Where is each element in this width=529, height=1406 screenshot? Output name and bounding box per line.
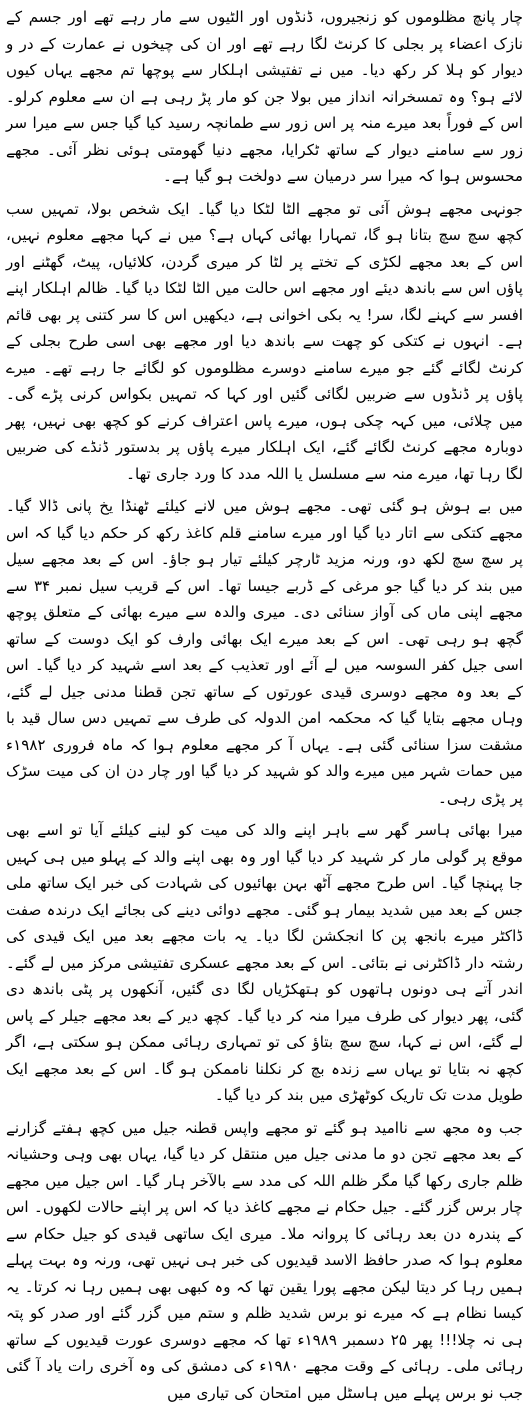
paragraph-4: میرا بھائی ہاسر گھر سے باہر اپنے والد کی میت کو لینے کیلئے آیا تو اسے بھی موقع پر گولی مار کر شہید کر دیا گیا اور وہ بھی اپنے والد کے پہلو میں ہی کہیں جا پہنچا گیا۔ اس طرح مجھے آٹھ بہن بھائیوں کی شہادت کی خبر ایک ساتھ ملی جس کے بعد میں شدید بیمار ہو گئی۔ مجھے دوائی دینے کی بجائے ایک درندہ صفت ڈاکٹر میرے بانجھ پن کا انجکشن لگا دیا۔ یہ بات مجھے بعد میں ایک قیدی کی رشتہ دار ڈاکٹرنی نے بتائی۔ اس کے بعد مجھے عسکری تفتیشی مرکز میں لے گئے۔ اندر آتے ہی دونوں ہاتھوں کو ہتھکڑیاں لگا دی گئیں، آنکھوں پر پٹی باندھ دی گئی، پھر دیوار کی طرف میرا منہ کر دیا گیا۔ کچھ دیر کے بعد مجھے جیلر کے پاس لے گئے، اس نے کہا، سچ سچ بتاؤ کی تو تمہاری رہائی ممکن ہو سکتی ہے، اگر کچھ نہ بتایا تو یہاں سے زندہ بچ کر نکلنا ناممکن ہو گا۔ اس کے بعد مجھے ایک طویل مدت تک تاریک کوٹھڑی میں بند کر دیا گیا۔ — [6, 817, 523, 1109]
paragraph-3: میں بے ہوش ہو گئی تھی۔ مجھے ہوش میں لانے کیلئے ٹھنڈا یخ پانی ڈالا گیا۔ مجھے کتکی سے اتار دیا گیا اور میرے سامنے قلم کاغذ رکھ کر حکم دیا گیا کہ اس پر سچ سچ لکھ دو، ورنہ مزید ٹارچر کیلئے تیار ہو جاؤ۔ اس کے بعد مجھے سیل میں بند کر دیا گیا جو مرغی کے ڈربے جیسا تھا۔ اس کے قریب سیل نمبر ۳۴ سے مجھے اپنی ماں کی آواز سنائی دی۔ میری والدہ سے میرے بھائی کے متعلق پوچھ گچھ ہو رہی تھی۔ اس کے بعد میرے ایک بھائی وارف کو ایک دوست کے ساتھ اسی جیل کفر السوسہ میں لے آئے اور تعذیب کے بعد اسے شہید کر دیا گیا۔ اس کے بعد وہ مجھے دوسری قیدی عورتوں کے ساتھ تجن قطنا مدنی جیل لے گئے، وہاں مجھے بتایا گیا کہ محکمہ امن الدولہ کی طرف سے تمہیں دس سال قید با مشقت سزا سنائی گئی ہے۔ یہاں آ کر مجھے معلوم ہوا کہ ماہ فروری ۱۹۸۲ء میں حمات شہر میں میرے والد کو شہید کر دیا گیا اور چار دن ان کی میت سڑک پر پڑی رہی۔ — [6, 493, 523, 811]
paragraph-1: چار پانچ مظلوموں کو زنجیروں، ڈنڈوں اور الٹیوں سے مار رہے تھے اور جسم کے نازک اعضاء پر بجلی کا کرنٹ لگا رہے تھے اور ان کی چیخوں نے عمارت کے در و دیوار کو ہلا کر رکھ دیا۔ میں نے تفتیشی اہلکار سے پوچھا تم مجھے یہاں کیوں لائے ہو؟ وہ تمسخرانہ انداز میں بولا جن کو مار پڑ رہی ہے ان سے معلوم کرلو۔ اس کے فوراً بعد میرے منہ پر اس زور سے طمانچہ رسید کیا گیا جس سے میرا سر زور سے سامنے دیوار کے ساتھ ٹکرایا، مجھے دنیا گھومتی ہوئی نظر آئی۔ مجھے محسوس ہوا کہ میرا سر درمیان سے دولخت ہو گیا ہے۔ — [6, 4, 523, 190]
paragraph-5: جب وہ مجھ سے ناامید ہو گئے تو مجھے واپس قطنہ جیل میں کچھ ہفتے گزارنے کے بعد مجھے تجن دو ما مدنی جیل میں منتقل کر دیا گیا، یہاں بھی وہی وحشیانہ ظلم جاری رکھا گیا مگر ظلم اللہ کی مدد سے بالآخر ہار گیا۔ اس جیل میں مجھے چار برس گزر گئے۔ جیل حکام نے مجھے کاغذ دیا کہ اس پر اپنے حالات لکھوں۔ اس کے پندرہ دن بعد رہائی کا پروانہ ملا۔ میری ایک ساتھی قیدی کو جیل حکام سے معلوم ہوا کہ صدر حافظ الاسد قیدیوں کی خبر ہی نہیں تھی، ورنہ وہ بہت پہلے ہمیں رہا کر دیتا لیکن مجھے پورا یقین تھا کہ وہ کبھی بھی ہمیں رہا نہ کرتا۔ یہ کیسا نظام ہے کہ میرے نو برس شدید ظلم و ستم میں گزر گئے اور صدر کو پتہ ہی نہ چلا!!! پھر ۲۵ دسمبر ۱۹۸۹ء تھا کہ مجھے دوسری عورت قیدیوں کے ساتھ رہائی ملی۔ رہائی کے وقت مجھے ۱۹۸۰ء کی دمشق کی وہ آخری رات یاد آ گئی جب نو برس پہلے میں ہاسٹل میں امتحان کی تیاری میں — [6, 1115, 523, 1406]
paragraph-2: جونہی مجھے ہوش آئی تو مجھے الٹا لٹکا دیا گیا۔ ایک شخص بولا، تمہیں سب کچھ سچ سچ بتانا ہو گا، تمہارا بھائی کہاں ہے؟ میں نے کہا مجھے معلوم نہیں، اس کے بعد مجھے لکڑی کے تختے پر لٹا کر میری گردن، کلائیاں، پیٹ، گھٹنے اور پاؤں اس سے باندھ دیئے اور مجھے اس حالت میں الٹا لٹکا دیا گیا۔ ظالم اہلکار اپنے افسر سے کہنے لگا، سر! یہ بکی اخوانی ہے، دیکھیں اس کا سر کتنی پر بھی قائم ہے۔ انہوں نے کتکی کو چھت سے باندھ دیا اور مجھے بھی اسی طرح بجلی کے کرنٹ لگائے گئے جو میرے سامنے دوسرے مظلوموں کو لگائے جا رہے تھے۔ میرے پاؤں پر ڈنڈوں سے ضربیں لگائی گئیں اور کہا کہ تمہیں بکواس کرنی پڑے گی۔ میں چلائی، میں کہہ چکی ہوں، میرے پاس اعتراف کرنے کو کچھ بھی نہیں، پھر دوبارہ مجھے کرنٹ لگائے گئے، ایک اہلکار میرے پاؤں پر بدستور ڈنڈے کی ضربیں لگا رہا تھا، میرے منہ سے مسلسل یا اللہ مدد کا ورد جاری تھا۔ — [6, 196, 523, 488]
